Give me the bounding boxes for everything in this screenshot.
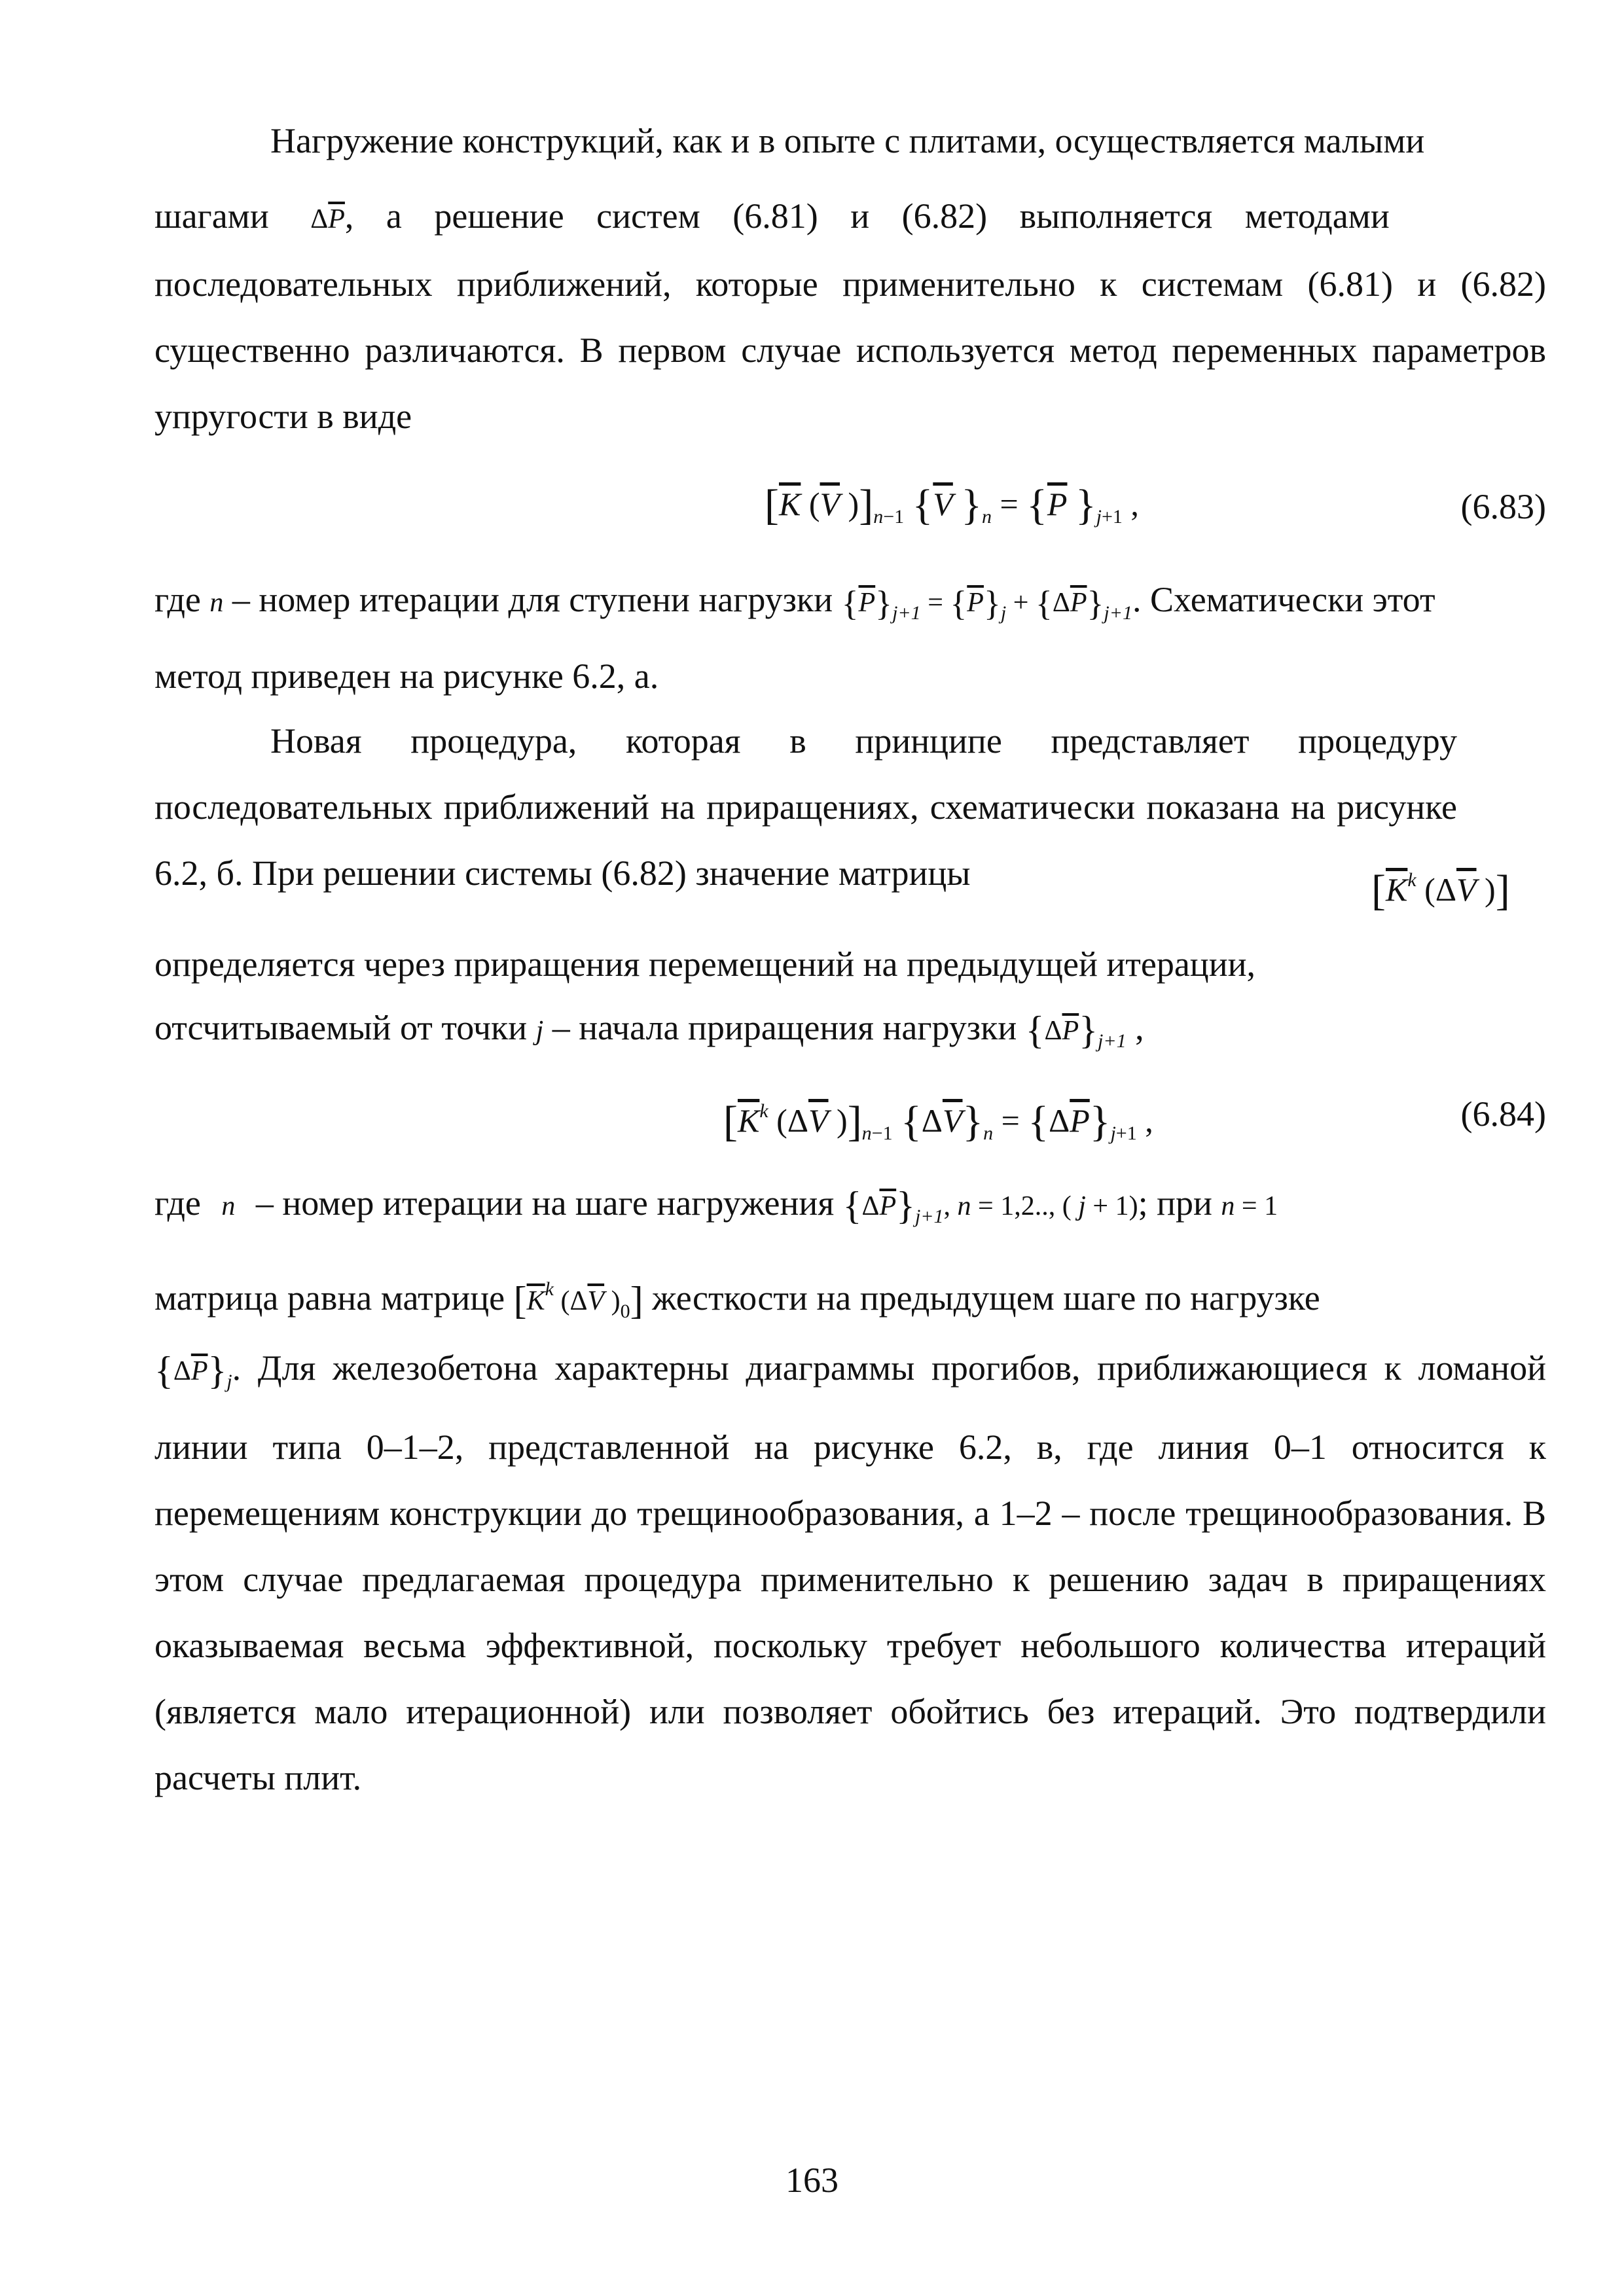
text-segment: – номер итерации для ступени нагрузки <box>232 580 833 619</box>
paragraph-3-line-2: определяется через приращения перемещений на предыдущей итерации, <box>154 944 1255 984</box>
paragraph-4-line-2 <box>154 1270 1546 1331</box>
text-segment: жесткости на предыдущем шаге по нагрузке <box>652 1278 1320 1318</box>
text-segment: ; при <box>1138 1183 1212 1223</box>
text-segment: отсчитываемый от точки <box>154 1008 528 1047</box>
text-segment: шагами <box>154 196 269 236</box>
formula-j: j <box>535 1016 544 1046</box>
equation-number-6-84: (6.84) <box>1460 1094 1546 1134</box>
paragraph-4-line-1 <box>154 1183 1546 1236</box>
equation-6-83: [$\overline{K}$ ($\overline{V}$ )]$_{n-1}$ {$\overline{V}$ }$_n = \{\overline{P}$ }$_{j+1}$ , <box>765 481 1139 529</box>
paragraph-2-line-2: метод приведен на рисунке 6.2, а. <box>154 656 659 696</box>
equation-6-84: [$\overline{K}^k$ ($\Delta\overline{V}$ )]$_{n-1}$ $\{\Delta\overline{V}\}_n = \{\Delta\overline{P}\}_{j+1}$ , <box>723 1098 1153 1145</box>
text-segment: . Схематически этот <box>1132 580 1435 619</box>
formula-matrix-k-delta-v: [$\overline{K}^k$ ($\Delta\overline{V}$ )] <box>1371 867 1510 914</box>
formula-delta-p-j: $\{\Delta\overline{P}\}_j$ <box>154 1349 232 1392</box>
paragraph-1-rest: последовательных приближений, которые применительно к системам (6.81) и (6.82) существенно различаются. В первом случае используется метод переменных параметров упругости в виде <box>154 264 1546 436</box>
text-segment: где <box>154 580 201 619</box>
text-segment: матрица равна матрице <box>154 1278 505 1318</box>
formula-delta-p-j1: $\{\Delta\overline{P}\}_{j+1}$ <box>1025 1009 1127 1052</box>
text-segment: – номер итерации на шаге нагружения <box>255 1183 835 1223</box>
equation-number-6-83: (6.83) <box>1460 487 1546 526</box>
text-segment: , а решение систем (6.81) и (6.82) выполняется методами <box>344 196 1390 236</box>
formula-delta-p: $\Delta\overline{P}$ <box>310 204 345 234</box>
formula-n: n <box>209 588 224 618</box>
formula-n-equals-1: n = 1 <box>1221 1191 1278 1221</box>
page-number: 163 <box>785 2161 839 2200</box>
text-segment: – начала приращения нагрузки <box>552 1008 1017 1047</box>
text-segment: . Для железобетона характерны диаграммы прогибов, приближающиеся к ломаной линии типа 0–1–2, представленной на рисунке 6.2, в, где линия 0–1 относится к перемещениям конструкции до трещинообразования, а 1–2 – после трещинообразования. В этом случае предлагаемая процедура применительно к решению задач в приращениях оказываемая весьма эффективной, поскольку требует небольшого количества итераций (является мало итерационной) или позволяет обойтись без итераций. Это подтвердили расчеты плит. <box>154 1348 1546 1797</box>
paragraph-3: Новая процедура, которая в принципе представляет процедуру последовательных приближений на приращениях, схематически показана на рисунке 6.2, б. При решении системы (6.82) значение матрицы <box>154 721 1457 893</box>
paragraph-4-rest <box>154 1335 1546 1811</box>
formula-step-range: $\{\Delta\overline{P}\}_{j+1}$, n = 1,2.., ( j + 1) <box>842 1184 1138 1227</box>
paragraph-2-line-1 <box>154 580 1546 633</box>
paragraph-1-line-1: Нагружение конструкций, как и в опыте с плитами, осуществляется малыми <box>270 121 1425 160</box>
formula-n: n <box>221 1191 236 1221</box>
formula-k-zero: [$\overline{K}^k$ ($\Delta\overline{V}$ )$_0$] <box>513 1278 643 1322</box>
paragraph-1-line-2 <box>154 196 1546 239</box>
formula-load-step: $\{\overline{P}\}_{j+1} = \{\overline{P}\}_j + \{\Delta\overline{P}\}_{j+1}$ <box>841 584 1133 624</box>
paragraph-3-line-3: отсчитываемый от точки j – начала приращения нагрузки $\{\Delta\overline{P}\}_{j+1}$ , <box>154 1008 1144 1052</box>
text-segment: где <box>154 1183 201 1223</box>
